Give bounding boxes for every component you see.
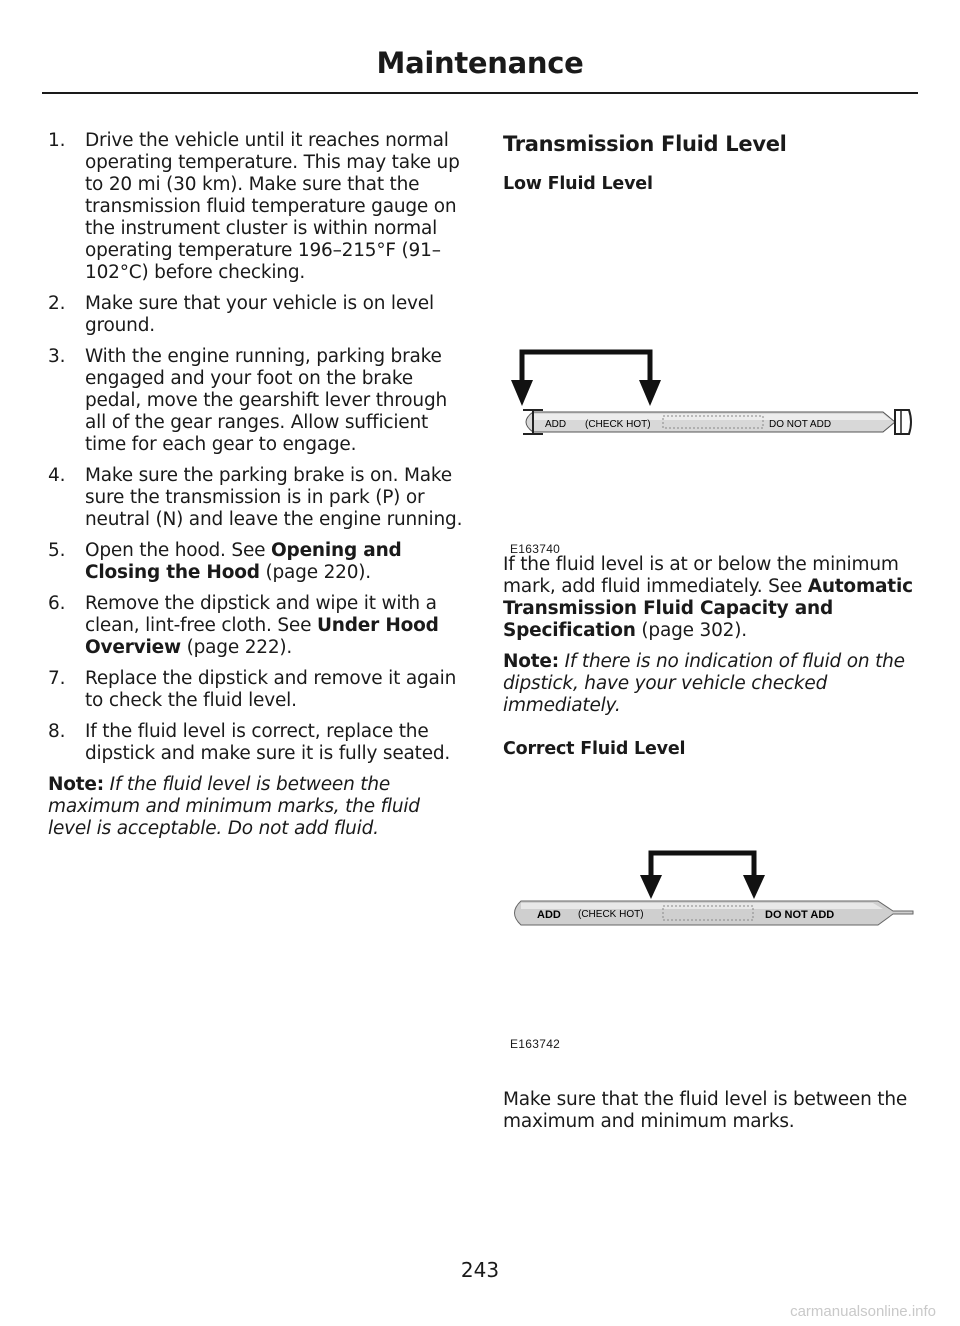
low-fluid-paragraph: If the fluid level is at or below the minimum mark, add fluid immediately. See Automatic Transmission Fluid Capacity and Specification (page 302). (503, 554, 913, 641)
right-column (503, 130, 918, 1133)
correct-fluid-heading: Correct Fluid Level (503, 739, 686, 759)
step-6: 6. Remove the dipstick and wipe it with a clean, lint-free cloth. See Under Hood Overview (page 222). (48, 593, 439, 658)
cross-reference-link[interactable]: Under Hood Overview (85, 615, 439, 658)
low-fluid-figure (503, 196, 918, 556)
step-1: 1. Drive the vehicle until it reaches normal operating temperature. This may take up to 20 mi (30 km). Make sure that the transmission fluid temperature gauge on the instrument cluster is within normal operating temperature 196–215°F (91–102°C) before checking. (48, 130, 460, 283)
figure-code: E163740 (510, 542, 561, 556)
low-fluid-note: Note: If there is no indication of fluid on the dipstick, have your vehicle checked immediately. (503, 651, 905, 716)
dipstick-low-illustration (503, 196, 918, 496)
step-8: 8. If the fluid level is correct, replace the dipstick and make sure it is fully seated. (48, 721, 451, 764)
note: Note: If the fluid level is between the maximum and minimum marks, the fluid level is acceptable. Do not add fluid. (48, 774, 420, 839)
left-column (48, 130, 468, 840)
dipstick-correct-illustration (503, 761, 918, 1061)
do-not-add-mark-label: DO NOT ADD (769, 419, 832, 430)
step-2: 2. Make sure that your vehicle is on level ground. (48, 293, 434, 336)
procedure-steps (48, 130, 468, 765)
step-5: 5. Open the hood. See Opening and Closing the Hood (page 220). (48, 540, 402, 583)
check-hot-label: (CHECK HOT) (585, 419, 651, 430)
page-number: 243 (460, 1258, 500, 1282)
cross-reference-link[interactable]: Opening and Closing the Hood (85, 540, 402, 583)
page-header (42, 40, 918, 94)
do-not-add-mark-label: DO NOT ADD (765, 909, 835, 921)
page-title: Maintenance (376, 46, 584, 80)
section-title: Transmission Fluid Level (503, 132, 787, 156)
add-mark-label: ADD (537, 909, 561, 921)
step-3: 3. With the engine running, parking brake engaged and your foot on the brake pedal, move the gearshift lever through all of the gear ranges. Allow sufficient time for each gear to engage. (48, 346, 448, 455)
watermark: carmanualsonline.info (790, 1303, 936, 1320)
step-7: 7. Replace the dipstick and remove it again to check the fluid level. (48, 668, 457, 711)
cross-reference-link[interactable]: Automatic Transmission Fluid Capacity and Specification (503, 576, 913, 641)
check-hot-label: (CHECK HOT) (578, 909, 644, 920)
add-mark-label: ADD (545, 419, 567, 430)
step-4: 4. Make sure the parking brake is on. Make sure the transmission is in park (P) or neutral (N) and leave the engine running. (48, 465, 463, 530)
correct-fluid-figure (503, 761, 918, 1061)
figure-code: E163742 (510, 1037, 561, 1051)
correct-fluid-paragraph: Make sure that the fluid level is between the maximum and minimum marks. (503, 1089, 908, 1132)
low-fluid-heading: Low Fluid Level (503, 174, 653, 194)
